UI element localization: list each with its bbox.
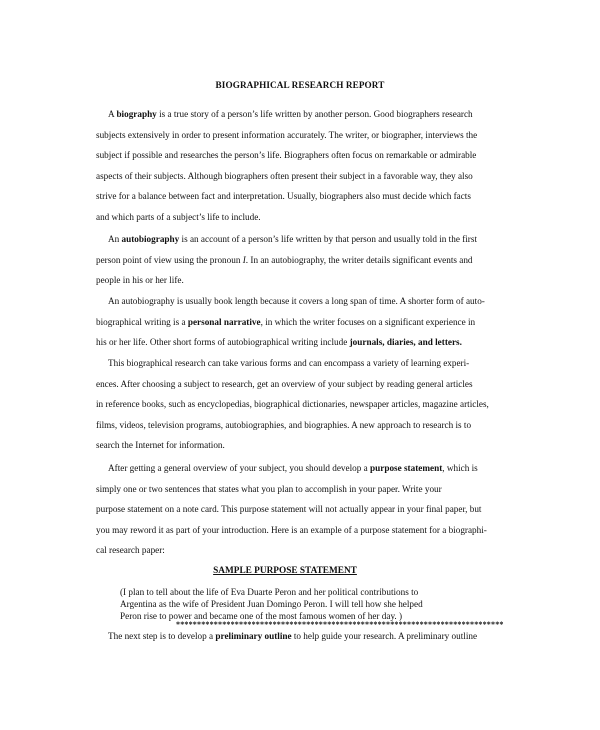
text-run: After getting a general overview of your subject, you should develop a — [108, 463, 371, 473]
text-run: people in his or her life. — [96, 275, 184, 285]
text-line — [108, 462, 488, 474]
text-run: is a true story of a person’s life written by another person. Good biographers research — [156, 109, 473, 119]
text-line — [96, 190, 476, 202]
text-line — [108, 108, 488, 120]
text-line — [96, 503, 482, 515]
text-run: An — [108, 234, 122, 244]
document-title: BIOGRAPHICAL RESEARCH REPORT — [215, 80, 385, 90]
text-line — [96, 544, 476, 556]
text-run: and which parts of a subject’s life to include. — [96, 211, 261, 222]
text-run: purpose statement — [370, 463, 443, 473]
text-run: cal research paper: — [96, 545, 165, 555]
text-run: in reference books, such as encyclopedias, biographical dictionaries, newspaper articles, magazine articles, — [96, 399, 489, 409]
text-run: is an account of a person’s life written by that person and usually told in the first — [179, 234, 477, 244]
text-line — [96, 439, 476, 451]
text-run: preliminary outline — [215, 631, 292, 641]
text-run: I — [242, 254, 246, 265]
text-run: . In an autobiography, the writer details significant events and — [245, 254, 473, 265]
text-run: simply one or two sentences that states what you plan to accomplish in your paper. Write your — [96, 483, 442, 494]
text-run: An autobiography is usually book length because it covers a long span of time. A shorter form of auto- — [108, 296, 485, 306]
text-run: subject if possible and researches the person’s life. Biographers often focus on remarkable or admirable — [96, 150, 477, 160]
text-line — [96, 254, 476, 266]
sample-quote-line: (I plan to tell about the life of Eva Duarte Peron and her political contributions to — [120, 587, 419, 597]
text-run: journals, diaries, and letters. — [349, 337, 462, 347]
asterisk-divider: ****************************************************************************** — [176, 620, 504, 629]
text-line — [108, 357, 488, 369]
text-run: strive for a balance between fact and interpretation. Usually, biographers also must decide which facts — [96, 191, 471, 201]
text-run: autobiography — [121, 234, 180, 244]
text-run: his or her life. Other short forms of autobiographical writing include — [96, 337, 350, 347]
text-run: This biographical research can take various forms and can encompass a variety of learning experi- — [108, 358, 470, 368]
text-run: , which is — [442, 463, 478, 473]
text-run: purpose statement on a note card. This purpose statement will not actually appear in your final paper, but — [96, 504, 482, 514]
text-run: A — [108, 109, 117, 119]
text-line — [96, 398, 489, 410]
text-run: to help guide your research. A preliminary outline — [291, 631, 478, 641]
text-run: ences. After choosing a subject to research, get an overview of your subject by reading general articles — [96, 378, 473, 389]
sample-purpose-heading: SAMPLE PURPOSE STATEMENT — [213, 566, 357, 576]
text-line — [108, 630, 488, 642]
text-line — [96, 524, 487, 536]
text-run: films, videos, television programs, autobiographies, and biographies. A new approach to research is to — [96, 419, 472, 430]
text-line — [96, 170, 476, 182]
text-line — [96, 378, 476, 390]
text-run: personal narrative — [187, 316, 261, 327]
text-line — [96, 211, 476, 223]
text-line — [96, 274, 476, 286]
text-run: you may reword it as part of your introduction. Here is an example of a purpose statement for a biographi- — [96, 524, 487, 535]
text-run: subjects extensively in order to present information accurately. The writer, or biographer, interviews the — [96, 129, 478, 140]
text-line — [96, 336, 476, 348]
sample-quote-line: Argentina as the wife of President Juan Domingo Peron. I will tell how she helped — [120, 599, 423, 609]
text-run: , in which the writer focuses on a significant experience in — [260, 316, 476, 327]
text-run: aspects of their subjects. Although biographers often present their subject in a favorable way, they also — [96, 170, 473, 181]
text-line — [96, 483, 476, 495]
text-line — [108, 295, 488, 307]
text-run: search the Internet for information. — [96, 440, 225, 450]
text-line — [96, 316, 476, 328]
text-run: person point of view using the pronoun — [96, 254, 243, 265]
text-run: The next step is to develop a — [108, 631, 216, 641]
text-run: biography — [116, 109, 157, 119]
text-run: biographical writing is a — [96, 316, 188, 327]
text-line — [96, 419, 476, 431]
text-line — [96, 149, 476, 161]
sample-quote-line: Peron rise to power and became one of the most famous women of her day. ) — [120, 611, 403, 621]
text-line — [108, 233, 488, 245]
text-line — [96, 129, 476, 141]
